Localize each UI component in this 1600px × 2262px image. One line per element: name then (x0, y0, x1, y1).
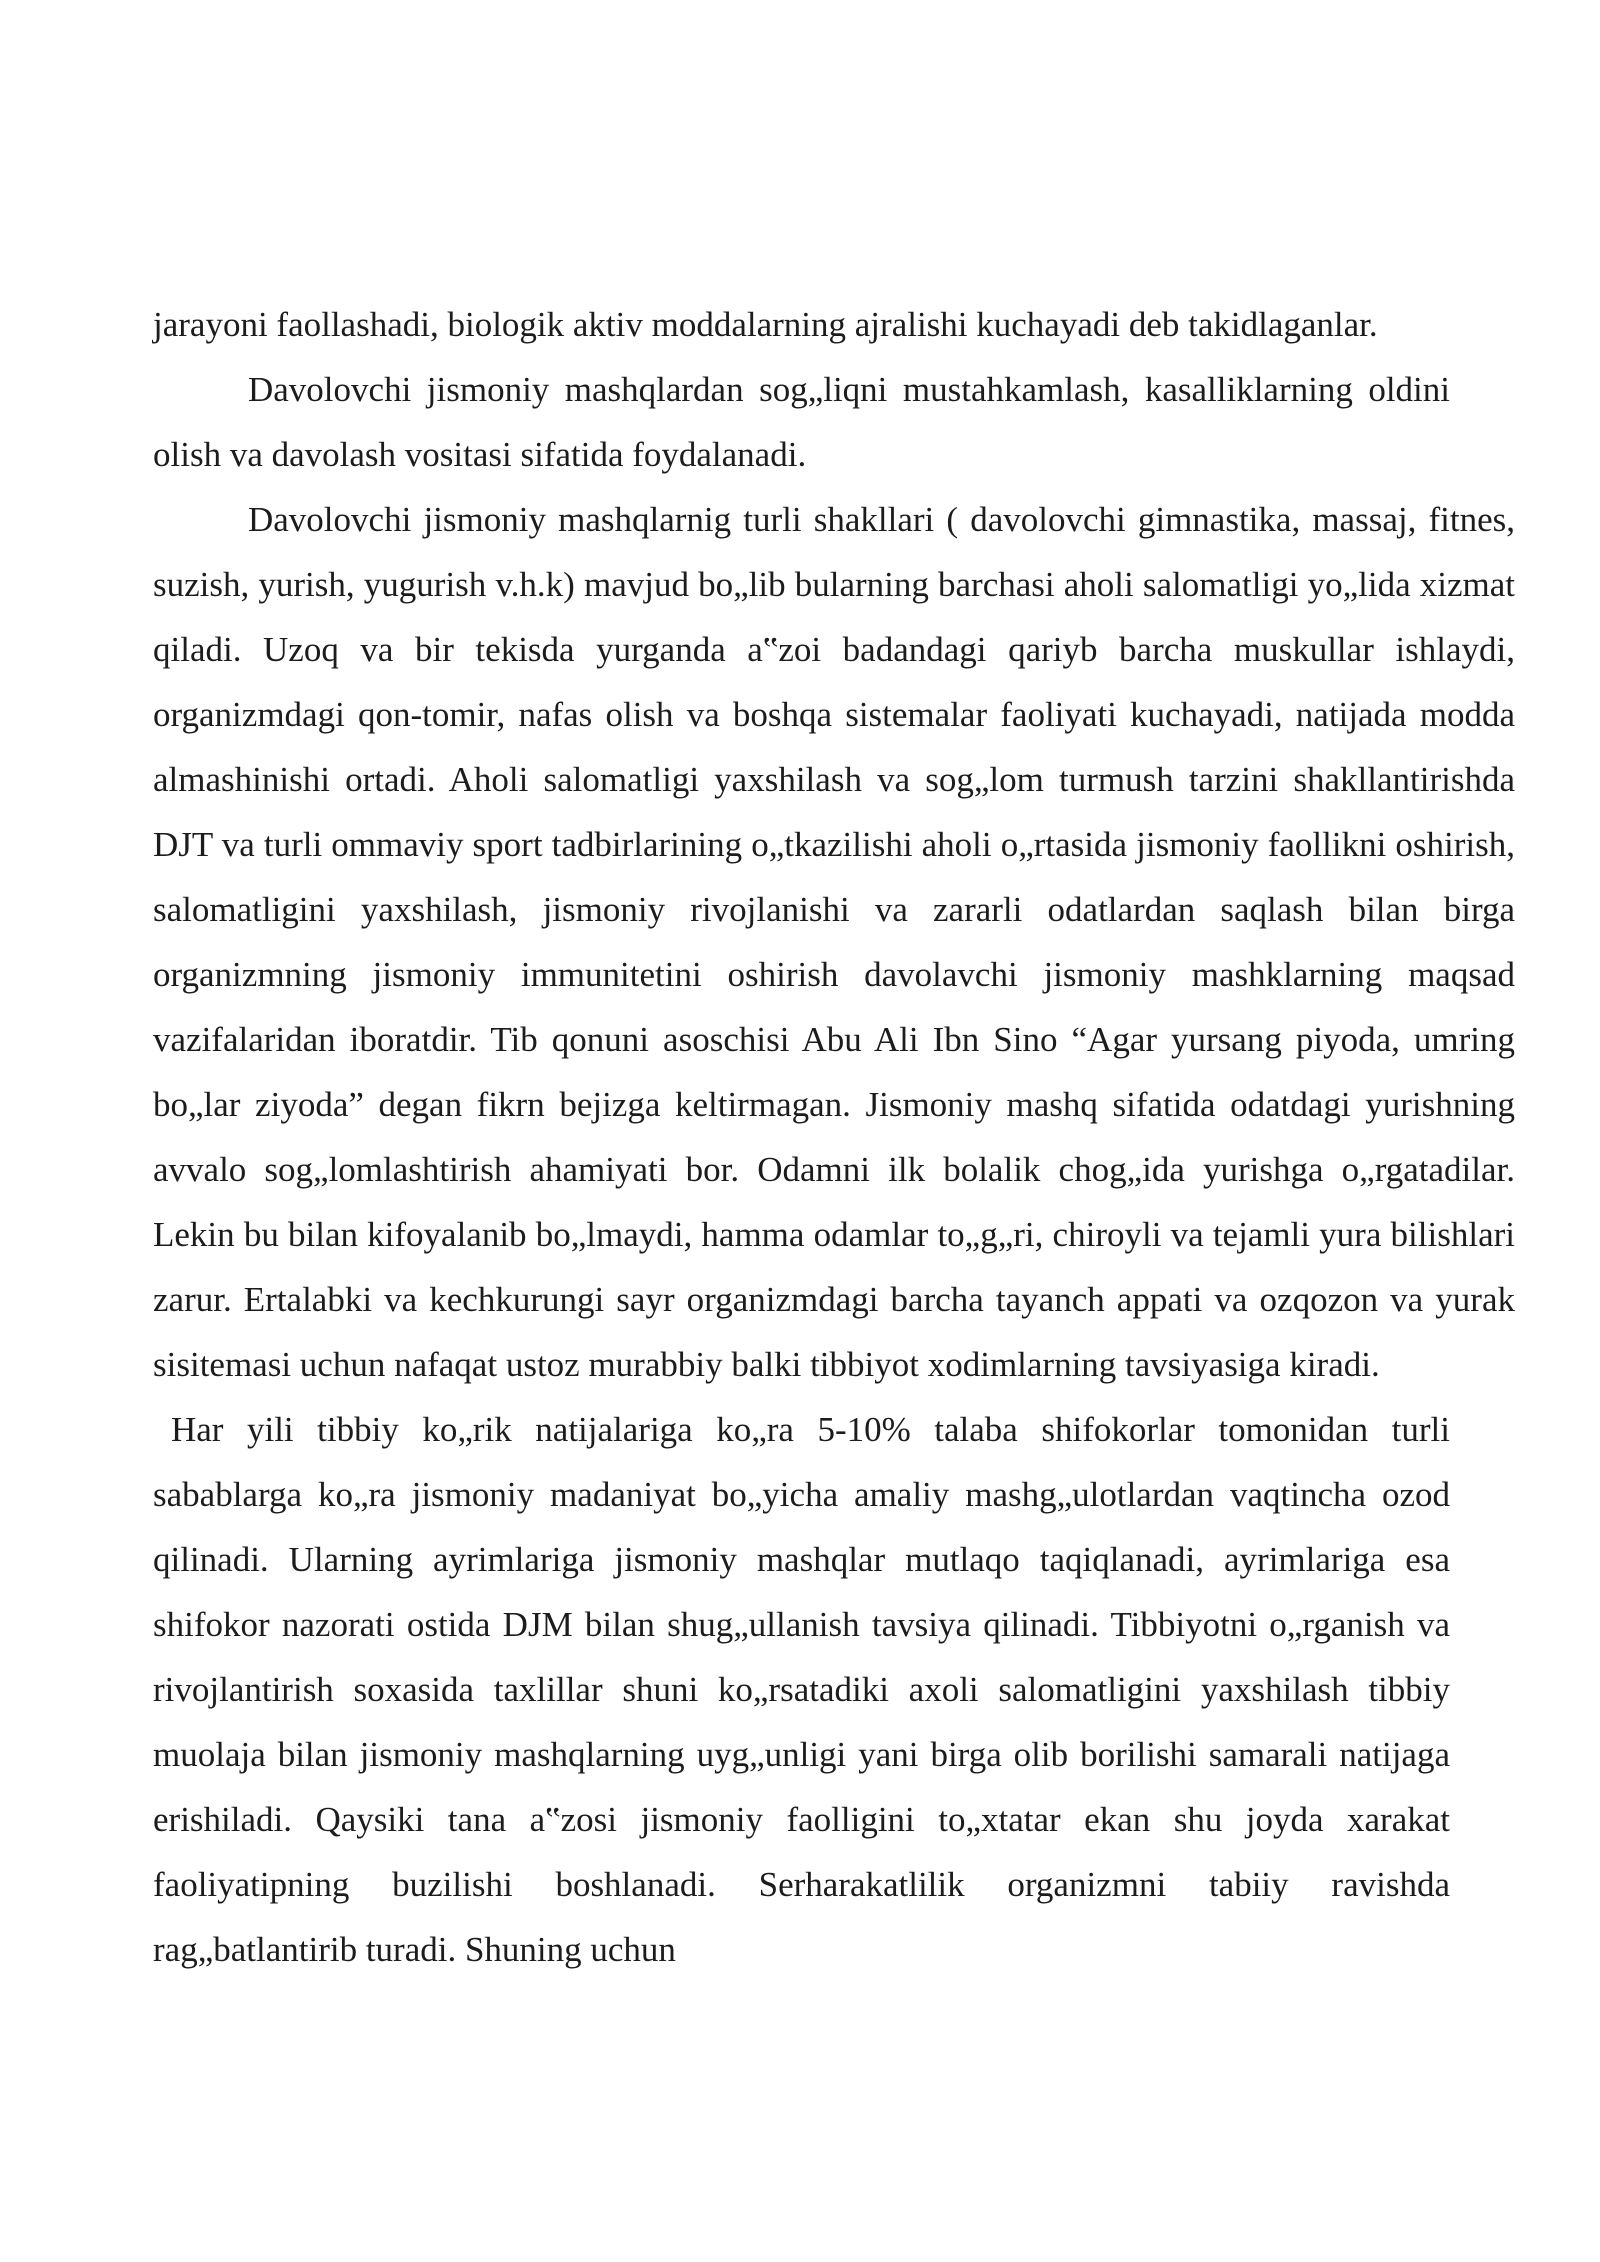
document-body (153, 292, 1515, 1982)
paragraph-2: Davolovchi jismoniy mashqlardan sog„liqni mustahkamlash, kasalliklarning oldini olish va davolash vositasi sifatida foydalanadi. (153, 370, 1450, 474)
paragraph-1: jarayoni faollashadi, biologik aktiv moddalarning ajralishi kuchayadi deb takidlaganlar. (153, 305, 1378, 344)
paragraph-4: Har yili tibbiy ko„rik natijalariga ko„ra 5-10% talaba shifokorlar tomonidan turli sabablarga ko„ra jismoniy madaniyat bo„yicha amaliy mashg„ulotlardan vaqtincha ozod qilinadi. Ularning ayrimlariga jismoniy mashqlar mutlaqo taqiqlanadi, ayrimlariga esa shifokor nazorati ostida DJM bilan shug„ullanish tavsiya qilinadi. Tibbiyotni o„rganish va rivojlantirish soxasida taxlillar shuni ko„rsatadiki axoli salomatligini yaxshilash tibbiy muolaja bilan jismoniy mashqlarning uyg„unligi yani birga olib borilishi samarali natijaga erishiladi. Qaysiki tana a‟zosi jismoniy faolligini to„xtatar ekan shu joyda xarakat faoliyatipning buzilishi boshlanadi. Serharakatlilik organizmni tabiiy ravishda rag„batlantirib turadi. Shuning uchun (153, 1410, 1450, 1969)
paragraph-3: Davolovchi jismoniy mashqlarnig turli shakllari ( davolovchi gimnastika, massaj, fitnes, suzish, yurish, yugurish v.h.k) mavjud bo„lib bularning barchasi aholi salomatligi yo„lida xizmat qiladi. Uzoq va bir tekisda yurganda a‟zoi badandagi qariyb barcha muskullar ishlaydi, organizmdagi qon-tomir, nafas olish va boshqa sistemalar faoliyati kuchayadi, natijada modda almashinishi ortadi. Aholi salomatligi yaxshilash va sog„lom turmush tarzini shakllantirishda DJT va turli ommaviy sport tadbirlarining o„tkazilishi aholi o„rtasida jismoniy faollikni oshirish, salomatligini yaxshilash, jismoniy rivojlanishi va zararli odatlardan saqlash bilan birga organizmning jismoniy immunitetini oshirish davolavchi jismoniy mashklarning maqsad vazifalaridan iboratdir. Tib qonuni asoschisi Abu Ali Ibn Sino “Agar yursang piyoda, umring bo„lar ziyoda” degan fikrn bejizga keltirmagan. Jismoniy mashq sifatida odatdagi yurishning avvalo sog„lomlashtirish ahamiyati bor. Odamni ilk bolalik chog„ida yurishga o„rgatadilar. Lekin bu bilan kifoyalanib bo„lmaydi, hamma odamlar to„g„ri, chiroyli va tejamli yura bilishlari zarur. Ertalabki va kechkurungi sayr organizmdagi barcha tayanch appati va ozqozon va yurak sisitemasi uchun nafaqat ustoz murabbiy balki tibbiyot xodimlarning tavsiyasiga kiradi. (153, 500, 1515, 1384)
